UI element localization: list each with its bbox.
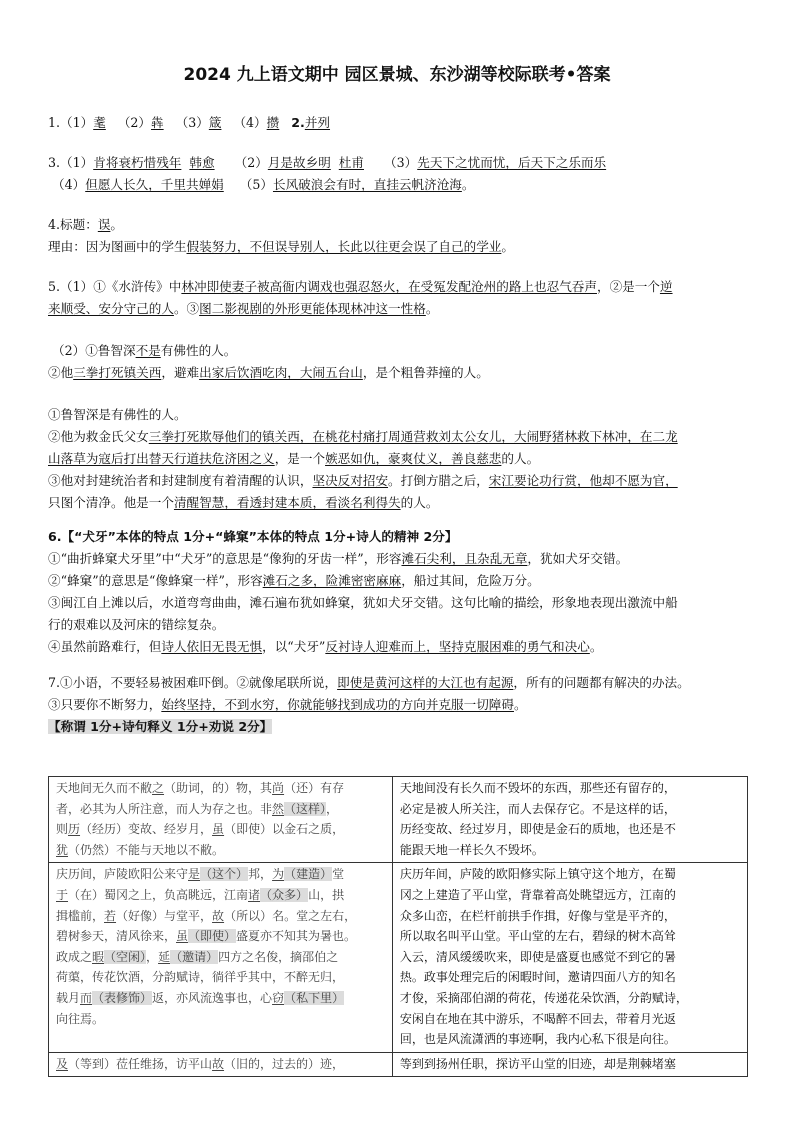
text-segment: （在）蜀冈之上，负高眺远，江南	[68, 887, 249, 902]
translation-line: 才俊，采摘邵伯湖的荷花，传递花朵饮酒，分韵赋诗，	[399, 990, 688, 1005]
annotated-word: 若	[104, 908, 117, 923]
text-segment: （助词，的）物，其	[164, 781, 273, 795]
text-segment: 四方之名俊，摘邵伯之	[218, 949, 339, 964]
answer-line: ①鲁智深是有佛性的人。	[48, 407, 187, 422]
annotated-word: 为	[272, 867, 285, 882]
annotation-gloss: （私下里）	[284, 990, 345, 1005]
annotated-word: 虽	[176, 929, 189, 944]
translation-table	[48, 776, 748, 1077]
translation-line: 安闲自在地在其中游乐，不喝醉不回去，带着月光返	[399, 1011, 676, 1026]
translation-line: 众多山峦，在栏杆前拱手作揖，好像与堂是平齐的，	[399, 908, 676, 923]
text-segment: 天地间无久而不敝	[56, 781, 153, 795]
original-text-cell	[49, 863, 393, 1052]
answer-line: ②他为救金氏父女三拳打死欺辱他们的镇关西，在桃花村痛打周通营救刘太公女儿，大闹野猪林救下林冲，在二龙	[48, 429, 678, 444]
answer-line: 山落草为寇后打出替天行道扶危济困之义，是一个嫉恶如仇，豪爽仗义，善良慈悲的人。	[48, 451, 540, 466]
translation-line: 等到到扬州任职，探访平山堂的旧迹，却是荆棘堵塞	[399, 1056, 676, 1071]
answer-line: 行的艰难以及河床的错综复杂。	[48, 617, 225, 632]
answer-line: ④虽然前路难行，但诗人依旧无畏无惧，以“犬牙”反衬诗人迎难而上，坚持克服困难的勇气和决心。	[48, 639, 603, 654]
annotation-gloss: （这样）	[284, 801, 327, 816]
answer-q7	[48, 672, 754, 738]
answer-line: （4）但愿人长久，千里共婵娟 （5）长风破浪会有时，直挂云帆济沧海。	[52, 177, 475, 192]
annotated-word: 之	[152, 781, 165, 795]
translation-line: 回，也是风流潇洒的事迹啊，我内心私下很是向往。	[399, 1032, 676, 1047]
text-segment: 则	[56, 822, 69, 837]
annotated-word: 延	[158, 949, 171, 964]
annotation-gloss: （表修饰）	[92, 990, 153, 1005]
translation-line: 能跟天地一样长久不毁坏。	[399, 842, 544, 857]
answer-line: 理由：因为图画中的学生假装努力，不但误导别人，长此以往更会误了自己的学业。	[48, 239, 514, 254]
page-title: 2024 九上语文期中 园区景城、东沙湖等校际联考•答案	[183, 65, 611, 85]
text-segment: 庆历间，庐陵欧阳公来守	[56, 867, 189, 882]
original-text-cell	[49, 1052, 393, 1077]
text-segment: （仍然）不能与天地以不敝。	[68, 842, 225, 857]
text-segment: （所以）名。堂之左右，	[224, 908, 357, 923]
annotated-word: 然	[272, 801, 285, 816]
text-segment: ，	[326, 801, 339, 816]
answer-line: ②他三拳打死镇关西，避难出家后饮酒吃肉，大闹五台山，是个粗鲁莽撞的人。	[48, 365, 489, 380]
answer-line: 3.（1）肯将衰朽惜残年 韩愈 （2）月是故乡明 杜甫 （3）先天下之忧而忧，后天下之乐而乐	[48, 155, 607, 170]
translation-line: 热。政事处理完后的闲暇时间，邀请四面八方的知名	[399, 970, 676, 985]
answer-line: 来顺受、安分守己的人。③图二影视剧的外形更能体现林冲这一性格。	[48, 301, 439, 316]
annotation-gloss: （这个）	[200, 867, 249, 882]
answer-line: ③只要你不断努力，始终坚持，不到水穷，你就能够找到成功的方向并克服一切障碍。	[48, 697, 527, 712]
annotated-word: 而	[80, 990, 93, 1005]
annotated-word: 故	[212, 1056, 225, 1071]
answer-q6	[48, 526, 754, 658]
translation-line: 庆历年间，庐陵的欧阳修实际上镇守这个地方，在蜀	[399, 867, 676, 882]
text-segment: 揖槛前，	[56, 908, 105, 923]
answer-q5	[48, 276, 754, 514]
annotation-gloss: （即使）	[188, 929, 237, 944]
table-row	[49, 777, 748, 863]
table-row	[49, 863, 748, 1052]
translation-cell	[392, 777, 747, 863]
annotated-word: 于	[56, 887, 69, 902]
answer-line: ①“曲折蜂窠犬牙里”中“犬牙”的意思是“像狗的牙齿一样”，形容滩石尖利，且杂乱无章，犹如犬牙交错。	[48, 551, 629, 566]
translation-line: 必定是被人所关注，而人去保存它。不是这样的话，	[399, 801, 676, 816]
translation-line: 所以取名叫平山堂。平山堂的左右，碧绿的树木高耸	[399, 929, 676, 944]
text-segment: 载月	[56, 990, 81, 1005]
text-segment: （旧的，过去的）迹，	[224, 1056, 345, 1071]
annotation-gloss: （空闲）	[104, 949, 147, 964]
annotated-word: 历	[68, 822, 81, 837]
original-text-cell	[49, 777, 393, 863]
scoring-note: 【称谓 1分+诗句释义 1分+劝说 2分】	[48, 719, 273, 734]
answer-line: 7.①小语，不要轻易被困难吓倒。②就像尾联所说，即使是黄河这样的大江也有起源，所有的问题都有解决的办法。	[48, 675, 690, 690]
annotated-word: 是	[188, 867, 201, 882]
table-row	[49, 1052, 748, 1077]
text-segment: （即使）以金石之质，	[224, 822, 345, 837]
annotation-gloss: （众多）	[260, 887, 309, 902]
answer-q4	[48, 214, 754, 258]
text-segment: （还）有存	[284, 781, 345, 795]
answer-line: ③闽江自上滩以后，水道弯弯曲曲，滩石遍布犹如蜂窠，犹如犬牙交错。这句比喻的描绘，形象地表现出激流中船	[48, 595, 678, 610]
annotated-word: 故	[212, 908, 225, 923]
annotated-word: 及	[56, 1056, 69, 1071]
answer-line: 1.（1）耄 （2）犇 （3）箴 （4）攒 2.并列	[48, 115, 331, 130]
answer-line: （2）①鲁智深不是有佛性的人。	[52, 343, 237, 358]
text-segment: （经历）变故、经岁月，	[80, 822, 213, 837]
text-segment: 返，亦风流逸事也，心	[152, 990, 273, 1005]
text-segment: 碧树参天，清风徐来，	[56, 929, 177, 944]
annotated-word: 尚	[272, 781, 285, 795]
answer-q3	[48, 152, 754, 196]
annotated-word: 暇	[92, 949, 105, 964]
annotated-word: 诸	[248, 887, 261, 902]
text-segment: 政成之	[56, 949, 93, 964]
annotated-word: 窃	[272, 990, 285, 1005]
translation-line: 历经变故、经过岁月，即使是金石的质地，也还是不	[399, 822, 676, 837]
scoring-note: 6.【“犬牙”本体的特点 1分+“蜂窠”本体的特点 1分+诗人的精神 2分】	[48, 529, 458, 544]
text-segment: （好像）与堂平，	[116, 908, 213, 923]
answer-line: 5.（1）①《水浒传》中林冲即使妻子被高衙内调戏也强忍怒火，在受冤发配沧州的路上也忍气吞声，②是一个逆	[48, 279, 673, 294]
text-segment: 堂	[332, 867, 345, 882]
answer-line: ③他对封建统治者和封建制度有着清醒的认识，坚决反对招安。打倒方腊之后，宋江要论功行赏，他却不愿为官，	[48, 473, 678, 488]
translation-line: 冈之上建造了平山堂，背靠着高处眺望远方，江南的	[399, 887, 676, 902]
translation-cell	[392, 863, 747, 1052]
annotation-gloss: （邀请）	[170, 949, 219, 964]
answer-line: 只图个清净。他是一个清醒智慧，看透封建本质，看淡名利得失的人。	[48, 495, 439, 510]
text-segment: 山，拱	[308, 887, 345, 902]
text-segment: 盛夏亦不知其为暑也。	[236, 929, 357, 944]
translation-line: 天地间没有长久而不毁坏的东西，那些还有留存的，	[399, 781, 676, 795]
text-segment: 向往焉。	[56, 1011, 105, 1026]
answer-line: ②“蜂窠”的意思是“像蜂窠一样”，形容滩石之多，险滩密密麻麻，船过其间，危险万分。	[48, 573, 540, 588]
answer-line: 4.标题：误。	[48, 217, 123, 232]
annotation-gloss: （建造）	[284, 867, 333, 882]
text-segment: （等到）莅任维扬，访平山	[68, 1056, 213, 1071]
text-segment: 邦，	[248, 867, 273, 882]
answer-q1	[48, 112, 754, 134]
translation-line: 入云，清风缓缓吹来，即使是盛夏也感觉不到它的暑	[399, 949, 676, 964]
text-segment: 者，必其为人所注意，而人为存之也。非	[56, 801, 273, 816]
text-segment: ，	[146, 949, 159, 964]
translation-cell	[392, 1052, 747, 1077]
annotated-word: 虽	[212, 822, 225, 837]
text-segment: 荷蕖，传花饮酒，分韵赋诗，徜徉乎其中，不醉无归，	[56, 970, 345, 985]
annotated-word: 犹	[56, 842, 69, 857]
